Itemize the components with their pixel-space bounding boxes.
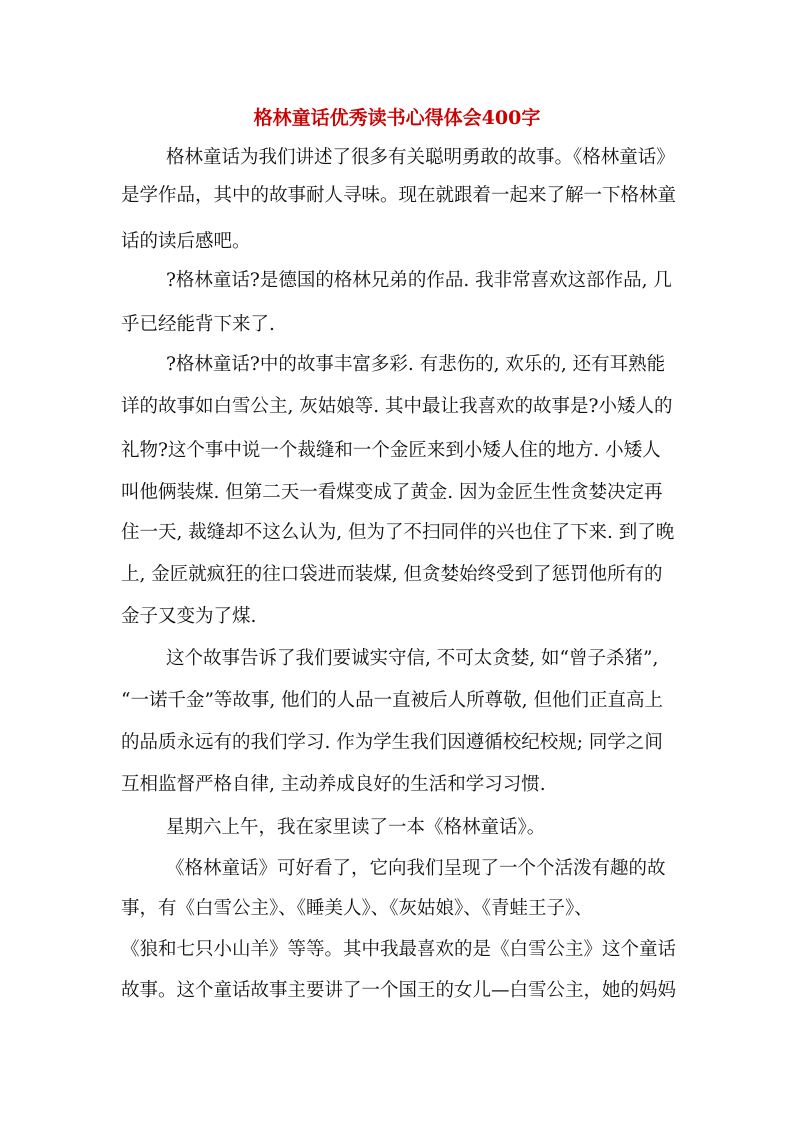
text-line: 乎已经能背下来了. (121, 314, 275, 335)
text-line: ?格林童话?中的故事丰富多彩. 有悲伤的, 欢乐的, 还有耳熟能 (166, 354, 666, 375)
text-line: 的品质永远有的我们学习. 作为学生我们因遵循校纪校规; 同学之间 (121, 732, 663, 753)
text-line: 格林童话为我们讲述了很多有关聪明勇敢的故事。《格林童话》 (166, 147, 675, 168)
text-line: 互相监督严格自律, 主动养成良好的生活和学习习惯. (121, 774, 546, 795)
document-title: 格林童话优秀读书心得体会400字 (253, 107, 541, 129)
text-line: 是学作品，其中的故事耐人寻味。现在就跟着一起来了解一下格林童 (121, 185, 677, 206)
text-line: 上, 金匠就疯狂的往口袋进而装煤, 但贪婪始终受到了惩罚他所有的 (121, 564, 663, 585)
text-line: 事，有《白雪公主》、《睡美人》、《灰姑娘》、《青蛙王子》、 (121, 898, 593, 919)
text-line: 话的读后感吧。 (121, 231, 251, 252)
text-line: 这个故事告诉了我们要诚实守信, 不可太贪婪, 如“曾子杀猪”, (166, 648, 659, 669)
text-line: “一诺千金”等故事, 他们的人品一直被后人所尊敬, 但他们正直高上 (121, 690, 663, 711)
text-line: 礼物?这个事中说一个裁缝和一个金匠来到小矮人住的地方. 小矮人 (121, 440, 661, 461)
text-line: ?格林童话?是德国的格林兄弟的作品. 我非常喜欢这部作品, 几 (166, 270, 672, 291)
text-line: 《格林童话》可好看了，它向我们呈现了一个个活泼有趣的故 (166, 858, 666, 879)
text-line: 叫他俩装煤. 但第二天一看煤变成了黄金. 因为金匠生性贪婪决定再 (121, 482, 663, 503)
text-line: 住一天, 裁缝却不这么认为, 但为了不扫同伴的兴也住了下来. 到了晚 (121, 522, 675, 543)
text-line: 故事。这个童话故事主要讲了一个国王的女儿—白雪公主，她的妈妈 (121, 980, 677, 1001)
text-line: 《狼和七只小山羊》等等。其中我最喜欢的是《白雪公主》这个童话 (121, 939, 677, 960)
text-line: 详的故事如白雪公主, 灰姑娘等. 其中最让我喜欢的故事是?小矮人的 (121, 396, 673, 417)
text-line: 星期六上午，我在家里读了一本《格林童话》。 (166, 817, 546, 838)
text-line: 金子又变为了煤. (121, 606, 257, 627)
